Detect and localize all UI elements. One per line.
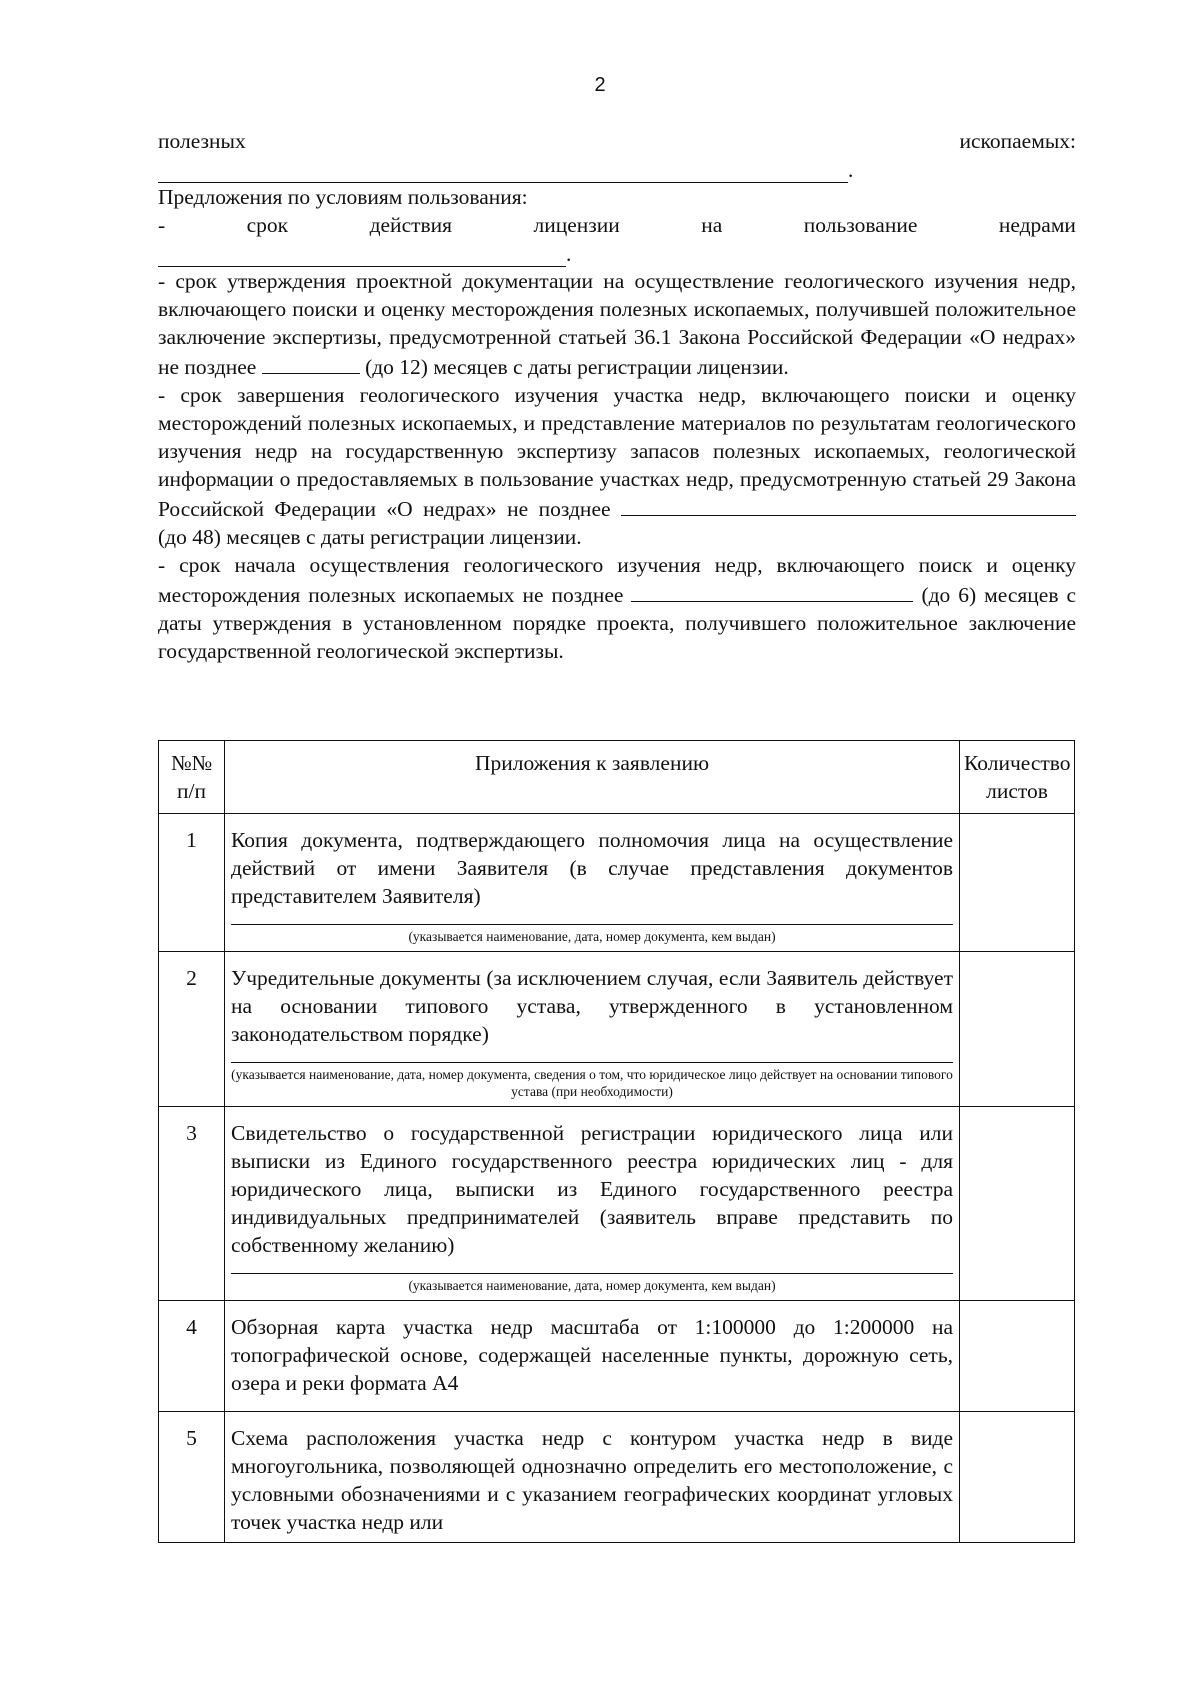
row-number: 5 — [159, 1412, 225, 1543]
row-text: Схема расположения участка недр с контуром участка недр в виде многоугольника, позволяющей однозначно определить его местоположение, с условными обозначениями и с указанием географических координат угловых точек участка недр или — [231, 1426, 953, 1534]
license-term-word: на — [701, 213, 723, 237]
row-description — [225, 952, 960, 1107]
row-description — [225, 814, 960, 952]
blank-end-1: . — [848, 158, 854, 182]
row-description — [225, 1107, 960, 1301]
paragraph-tail: (до 12) месяцев с даты регистрации лицензии. — [365, 355, 789, 379]
row-sheet-count[interactable] — [960, 1301, 1075, 1412]
completion-deadline-blank-field[interactable] — [621, 493, 1076, 516]
minerals-line — [158, 127, 1076, 155]
table-header-row — [159, 741, 1075, 814]
proposals-heading: Предложения по условиям пользования: — [158, 185, 528, 209]
paragraph-tail: (до 48) месяцев с даты регистрации лицензии. — [158, 525, 582, 549]
row-number: 1 — [159, 814, 225, 952]
word-right: ископаемых: — [959, 129, 1076, 153]
page-number: 2 — [594, 74, 606, 96]
appendix-table — [158, 740, 1075, 1543]
row-description — [225, 1301, 960, 1412]
project-deadline-blank-field[interactable] — [262, 351, 360, 374]
row-text: Свидетельство о государственной регистрации юридического лица или выписки из Единого государственного реестра юридических лиц - для юридического лица, выписки из Единого государственного реестра индивидуальных предпринимателей (заявитель вправе представить по собственному желанию) — [231, 1121, 953, 1257]
blank-end-2: . — [566, 242, 572, 266]
row-hint: (указывается наименование, дата, номер документа, кем выдан) — [231, 924, 953, 945]
row-sheet-count[interactable] — [960, 1412, 1075, 1543]
license-term-word: недрами — [998, 213, 1076, 237]
row-sheet-count[interactable] — [960, 1107, 1075, 1301]
row-text: Копия документа, подтверждающего полномочия лица на осуществление действий от имени Заявителя (в случае представления документов представителем Заявителя) — [231, 828, 953, 908]
word-left: полезных — [158, 129, 246, 153]
license-term-word: пользование — [803, 213, 918, 237]
header-name: Приложения к заявлению — [225, 741, 960, 814]
paragraph-tail: (до 6) месяцев с даты утверждения в установленном порядке проекта, получившего положительное заключение государственной геологической экспертизы. — [158, 583, 1077, 663]
minerals-blank-line — [158, 155, 1076, 183]
license-term-blank-line — [158, 239, 1076, 267]
paragraph-text: - срок утверждения проектной документации на осуществление геологического изучения недр, включающего поиски и оценку месторождения полезных ископаемых, получившей положительное заключение экспертизы, предусмотренной статьей 36.1 Закона Российской Федерации «О недрах» не позднее — [158, 269, 1076, 379]
row-number: 2 — [159, 952, 225, 1107]
license-term-word: срок — [246, 213, 289, 237]
paragraph-text: - срок начала осуществления геологического изучения недр, включающего поиск и оценку месторождения полезных ископаемых не позднее — [158, 553, 1076, 607]
table-row — [159, 1301, 1075, 1412]
row-number: 4 — [159, 1301, 225, 1412]
paragraph-text: - срок завершения геологического изучения участка недр, включающего поиски и оценку месторождений полезных ископаемых, и представление материалов по результатам геологического изучения недр на государственную экспертизу запасов полезных ископаемых, геологической информации о предоставляемых в пользование участках недр, предусмотренную статьей 29 Закона Российской Федерации «О недрах» не позднее — [158, 383, 1076, 521]
table-row — [159, 814, 1075, 952]
start-deadline-blank-field[interactable] — [631, 579, 913, 602]
row-description — [225, 1412, 960, 1543]
row-hint: (указывается наименование, дата, номер документа, кем выдан) — [231, 1273, 953, 1294]
minerals-blank-field[interactable] — [158, 162, 848, 183]
table-row — [159, 1107, 1075, 1301]
document-body — [158, 127, 1076, 665]
table-row — [159, 1412, 1075, 1543]
license-term-blank-field[interactable] — [158, 246, 566, 267]
license-term-line — [158, 211, 1076, 239]
license-term-word: действия — [369, 213, 453, 237]
license-term-word: лицензии — [533, 213, 620, 237]
row-hint: (указывается наименование, дата, номер документа, сведения о том, что юридическое лицо действует на основании типового устава (при необходимости) — [231, 1062, 953, 1100]
row-text: Учредительные документы (за исключением случая, если Заявитель действует на основании типового устава, утвержденного в установленном законодательством порядке) — [231, 966, 953, 1046]
paragraph-start-deadline — [158, 551, 1076, 665]
paragraph-project-deadline — [158, 267, 1076, 381]
table-row — [159, 952, 1075, 1107]
header-qty: Количество листов — [960, 741, 1075, 814]
header-num: №№ п/п — [159, 741, 225, 814]
row-text: Обзорная карта участка недр масштаба от 1:100000 до 1:200000 на топографической основе, содержащей населенные пункты, дорожную сеть, озера и реки формата А4 — [231, 1315, 953, 1395]
license-term-word: - — [158, 213, 166, 237]
paragraph-completion-deadline — [158, 381, 1076, 551]
row-number: 3 — [159, 1107, 225, 1301]
row-sheet-count[interactable] — [960, 814, 1075, 952]
row-sheet-count[interactable] — [960, 952, 1075, 1107]
